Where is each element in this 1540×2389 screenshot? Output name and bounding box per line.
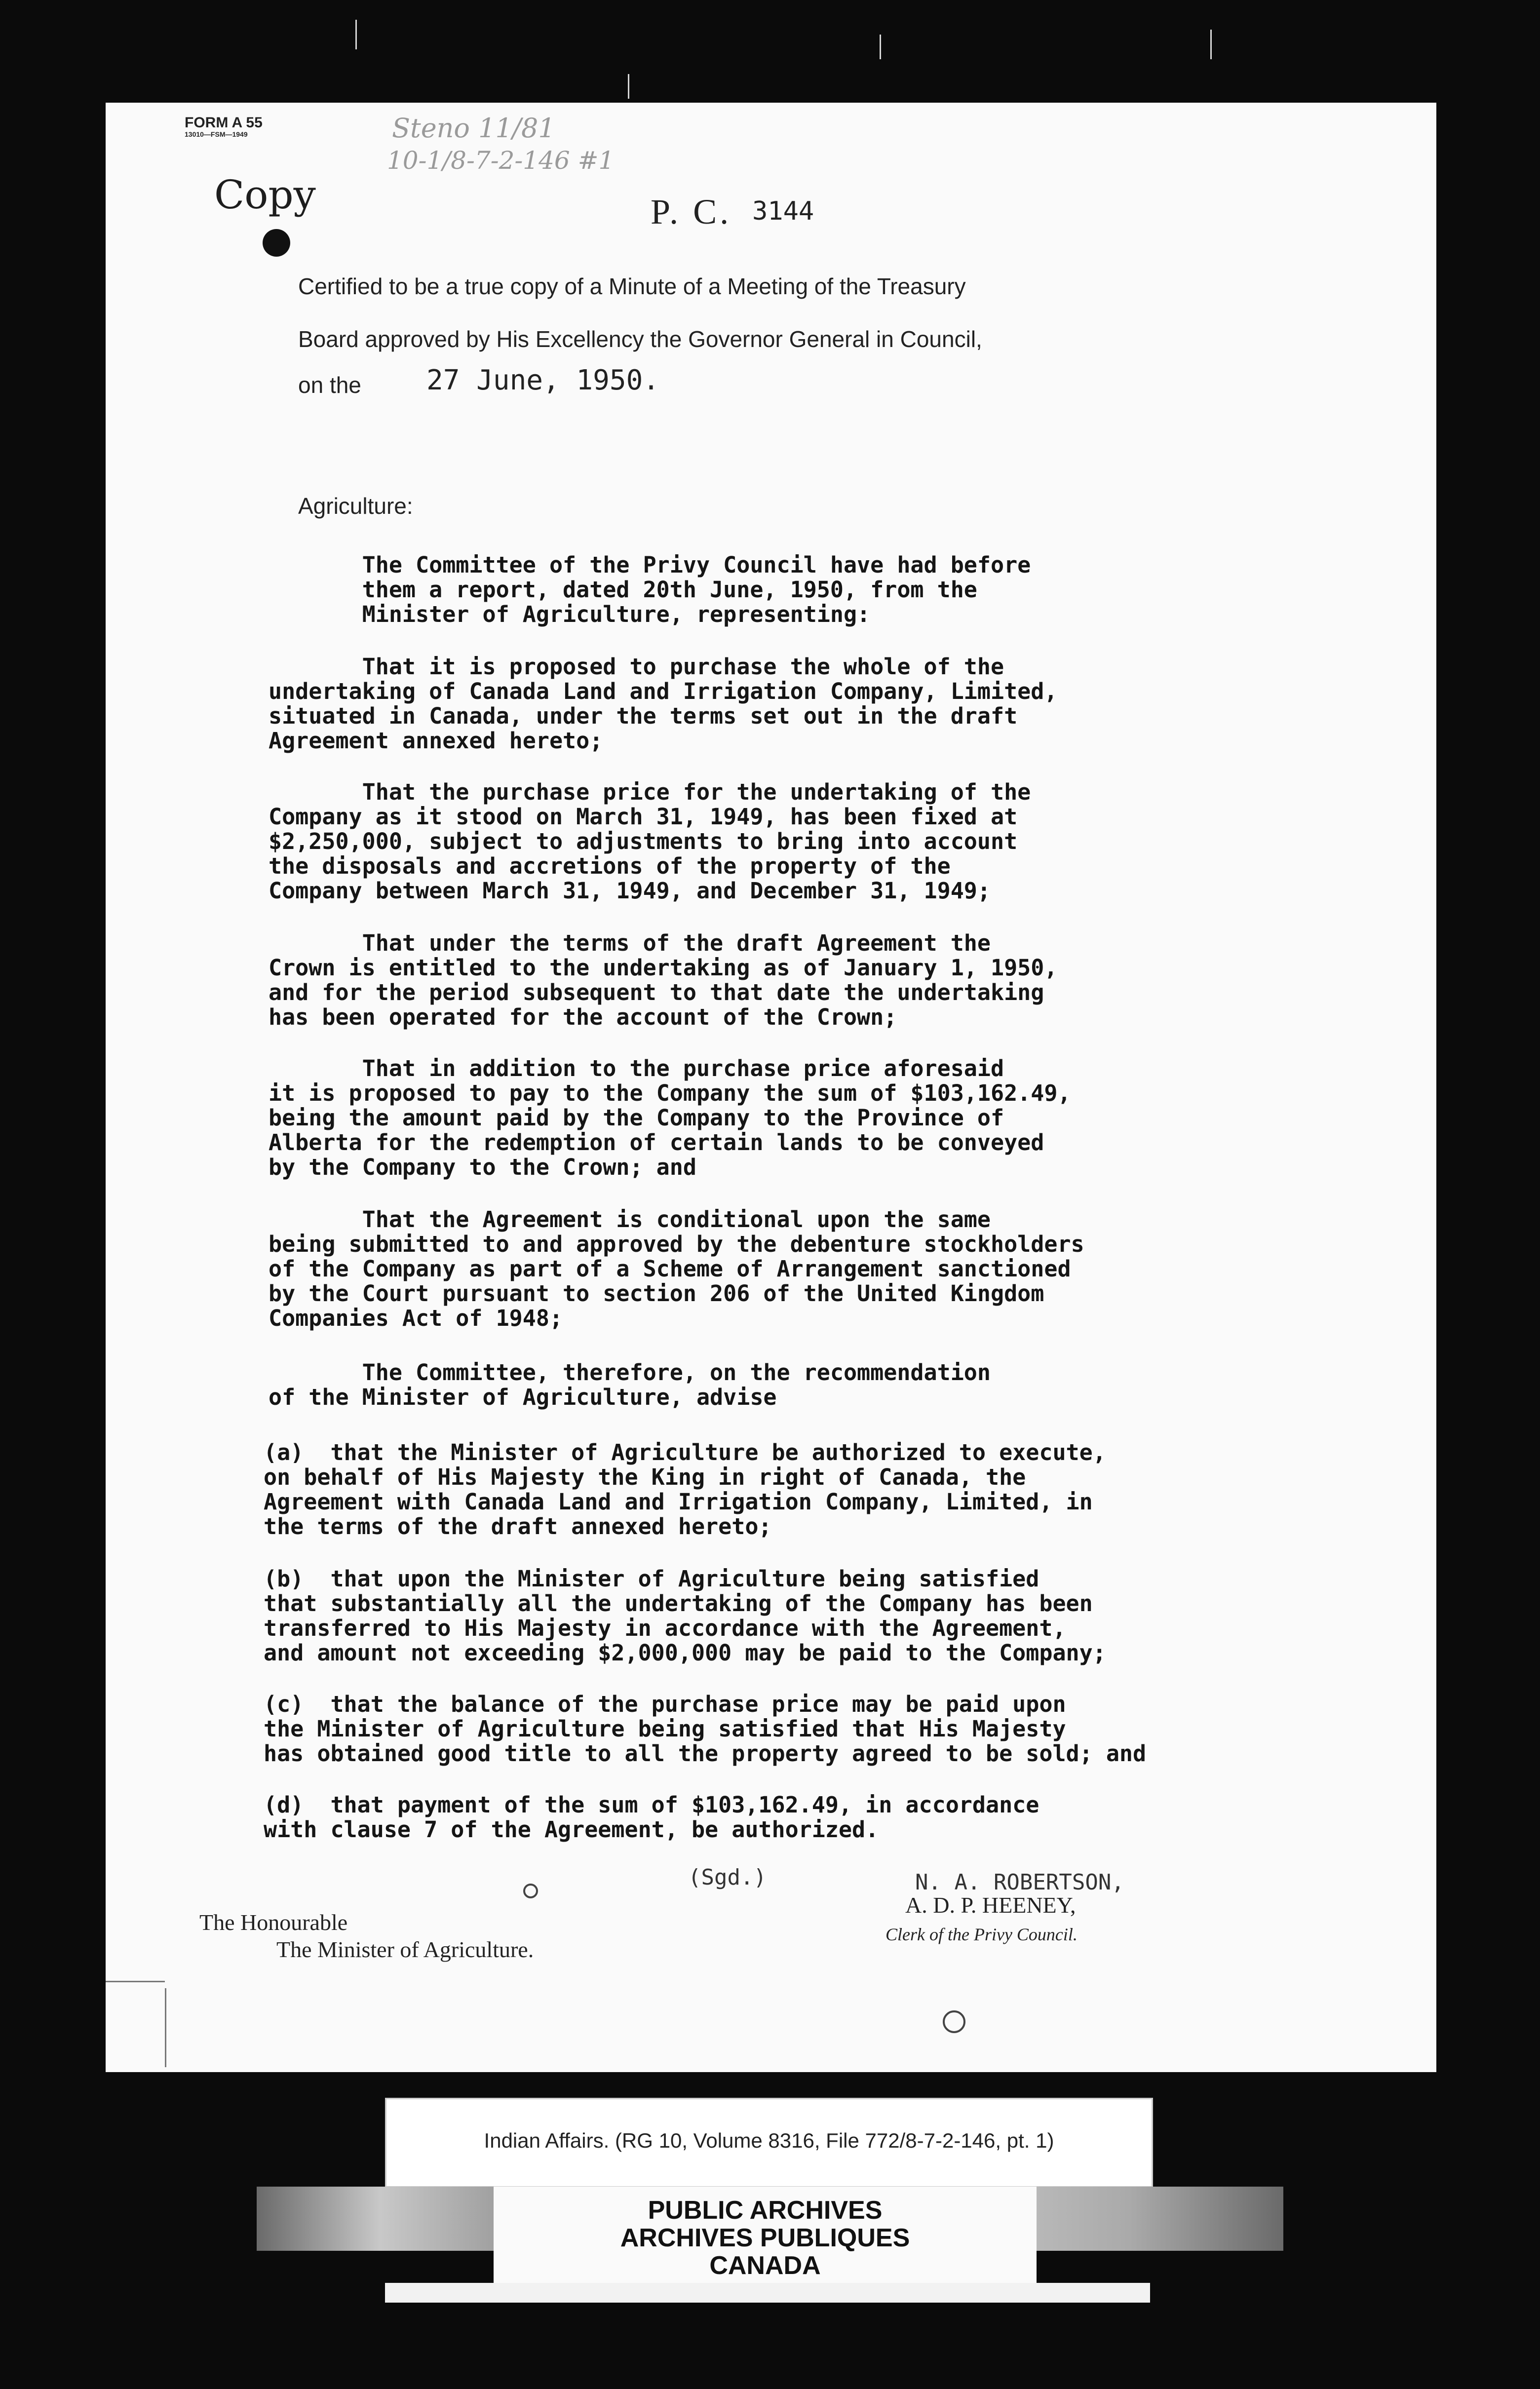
film-scratch: [355, 20, 357, 49]
clause-a: (a) that the Minister of Agriculture be authorized to execute, on behalf of His Majesty the King in right of Canada, the Agreement with Canada Land and Irrigation Company, Limited, in the terms of the draft annexed hereto;: [264, 1439, 1106, 1540]
torn-edge-line: [106, 1981, 165, 1982]
pc-number: 3144: [752, 196, 814, 226]
film-scratch: [1210, 30, 1212, 59]
department-heading: Agriculture:: [298, 493, 413, 519]
meeting-date: 27 June, 1950.: [426, 364, 660, 396]
paragraph-additional-payment: That in addition to the purchase price aforesaid it is proposed to pay to the Company the sum of $103,162.49, being the amount paid by the Company to the Province of Alberta for the redemption of certain lands to be conveyed by the Company to the Crown; and: [269, 1055, 1071, 1180]
form-code: 13010—FSM—1949: [185, 130, 248, 138]
pencil-annotation-2: 10-1/8-7-2-146 #1: [387, 146, 615, 175]
certificate-line-1: Certified to be a true copy of a Minute of a Meeting of the Treasury: [298, 273, 966, 299]
paragraph-crown-entitlement: That under the terms of the draft Agreement the Crown is entitled to the undertaking as of January 1, 1950, and for the period subsequent to that date the undertaking has been operated for the account of the Crown;: [269, 930, 1058, 1030]
certificate-on-the: on the: [298, 372, 361, 398]
archives-line-3: CANADA: [709, 2251, 821, 2280]
film-scratch: [628, 74, 629, 99]
copy-stamp: Copy: [214, 172, 316, 218]
form-label: [185, 115, 263, 138]
archives-line-2: ARCHIVES PUBLIQUES: [620, 2224, 910, 2252]
torn-edge-line: [165, 1988, 166, 2067]
clause-c: (c) that the balance of the purchase price may be paid upon the Minister of Agriculture being satisfied that His Majesty has obtained good title to all the property agreed to be sold; and: [264, 1691, 1147, 1767]
ink-circle-mark: [523, 1884, 538, 1898]
paragraph-purchase-price: That the purchase price for the undertaking of the Company as it stood on March 31, 1949, has been fixed at $2,250,000, subject to adjustments to bring into account the disposals and accretions of the property of the Company between March 31, 1949, and December 31, 1949;: [269, 779, 1031, 904]
archives-line-1: PUBLIC ARCHIVES: [648, 2196, 883, 2225]
film-scratch: [880, 35, 881, 59]
paragraph-purchase-proposal: That it is proposed to purchase the whole of the undertaking of Canada Land and Irrigation Company, Limited, situated in Canada, under the terms set out in the draft Agreement annexed hereto;: [269, 654, 1058, 754]
archive-reference-label: [385, 2098, 1153, 2188]
sgd-label: (Sgd.): [688, 1865, 767, 1890]
clerk-name: A. D. P. HEENEY,: [905, 1892, 1076, 1918]
form-number: FORM A 55: [185, 115, 263, 131]
paragraph-condition: That the Agreement is conditional upon the same being submitted to and approved by the debenture stockholders of the Company as part of a Scheme of Arrangement sanctioned by the Court pursuant to section 206 of the United Kingdom Companies Act of 1948;: [269, 1206, 1084, 1331]
document-sheet: [106, 103, 1436, 2072]
addressee-line-1: The Honourable: [199, 1910, 348, 1935]
film-bottom-bar: [385, 2283, 1150, 2303]
signer-name: N. A. ROBERTSON,: [915, 1870, 1124, 1895]
pencil-annotation-1: Steno 11/81: [392, 113, 555, 144]
public-archives-stamp: [494, 2187, 1037, 2283]
punch-hole-mark: [263, 229, 290, 257]
addressee-line-2: The Minister of Agriculture.: [276, 1937, 534, 1962]
archive-reference-text: Indian Affairs. (RG 10, Volume 8316, File 772/8-7-2-146, pt. 1): [484, 2129, 1054, 2152]
clause-d: (d) that payment of the sum of $103,162.49, in accordance with clause 7 of the Agreement, be authorized.: [264, 1792, 1040, 1843]
clerk-title: Clerk of the Privy Council.: [886, 1925, 1078, 1944]
pc-label: P. C.: [651, 192, 732, 231]
paragraph-intro: The Committee of the Privy Council have had before them a report, dated 20th June, 1950, from the Minister of Agriculture, representing:: [362, 552, 1031, 627]
clause-b: (b) that upon the Minister of Agriculture being satisfied that substantially all the undertaking of the Company has been transferred to His Majesty in accordance with the Agreement, and amount not exceeding $2,000,000 may be paid to the Company;: [264, 1566, 1106, 1666]
certificate-line-2: Board approved by His Excellency the Governor General in Council,: [298, 326, 982, 352]
paragraph-advice: The Committee, therefore, on the recommendation of the Minister of Agriculture, advise: [269, 1359, 991, 1410]
ink-circle-mark: [943, 2010, 965, 2033]
